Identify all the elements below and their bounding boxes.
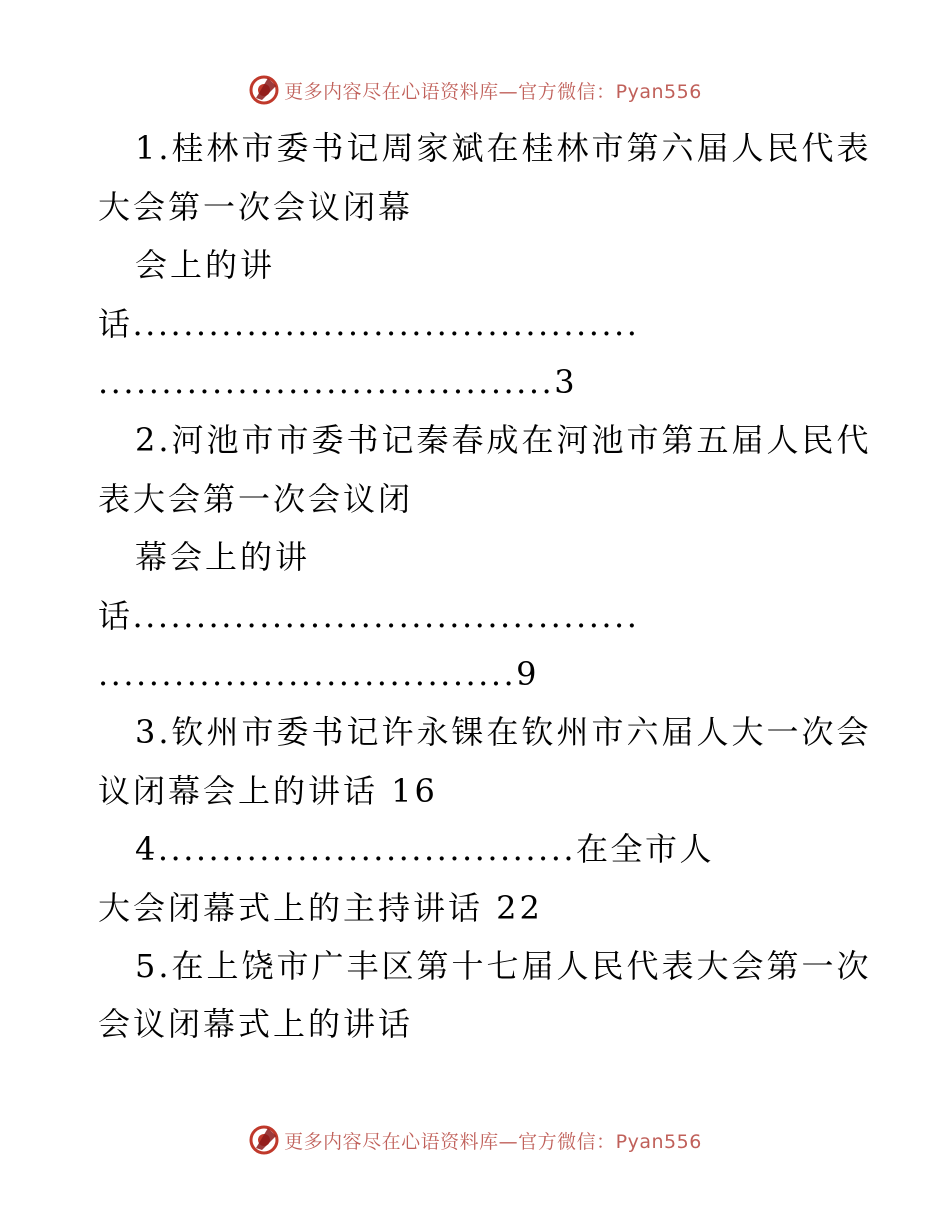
- toc-line-16: 会议闭幕式上的讲话: [98, 1005, 414, 1043]
- footer-banner-text: 更多内容尽在心语资料库—官方微信：Pyan556: [284, 1130, 702, 1153]
- toc-line-14: 大会闭幕式上的主持讲话 22: [98, 889, 543, 927]
- logo-icon: [248, 1124, 280, 1156]
- toc-line-2: 大会第一次会议闭幕: [98, 188, 414, 226]
- toc-line-7: 表大会第一次会议闭: [98, 480, 414, 518]
- footer-banner: [0, 1120, 950, 1160]
- toc-line-1: 1.桂林市委书记周家斌在桂林市第六届人民代表: [135, 129, 872, 167]
- toc-line-5: ....................................3: [98, 363, 578, 401]
- toc-line-3: 会上的讲: [135, 246, 276, 284]
- header-banner: [0, 70, 950, 110]
- toc-line-10: .................................9: [98, 655, 540, 693]
- toc-line-6: 2.河池市市委书记秦春成在河池市第五届人民代: [135, 421, 872, 459]
- toc-line-12: 议闭幕会上的讲话 16: [98, 772, 438, 810]
- toc-line-8: 幕会上的讲: [135, 538, 311, 576]
- toc-line-15: 5.在上饶市广丰区第十七届人民代表大会第一次: [135, 947, 872, 985]
- header-banner-text: 更多内容尽在心语资料库—官方微信：Pyan556: [284, 80, 702, 103]
- toc-line-4: 话........................................: [98, 305, 640, 343]
- toc-line-9: 话........................................: [98, 597, 640, 635]
- logo-icon: [248, 74, 280, 106]
- toc-line-11: 3.钦州市委书记许永锞在钦州市六届人大一次会: [135, 713, 872, 751]
- toc-line-13: 4.................................在全市人: [135, 830, 715, 868]
